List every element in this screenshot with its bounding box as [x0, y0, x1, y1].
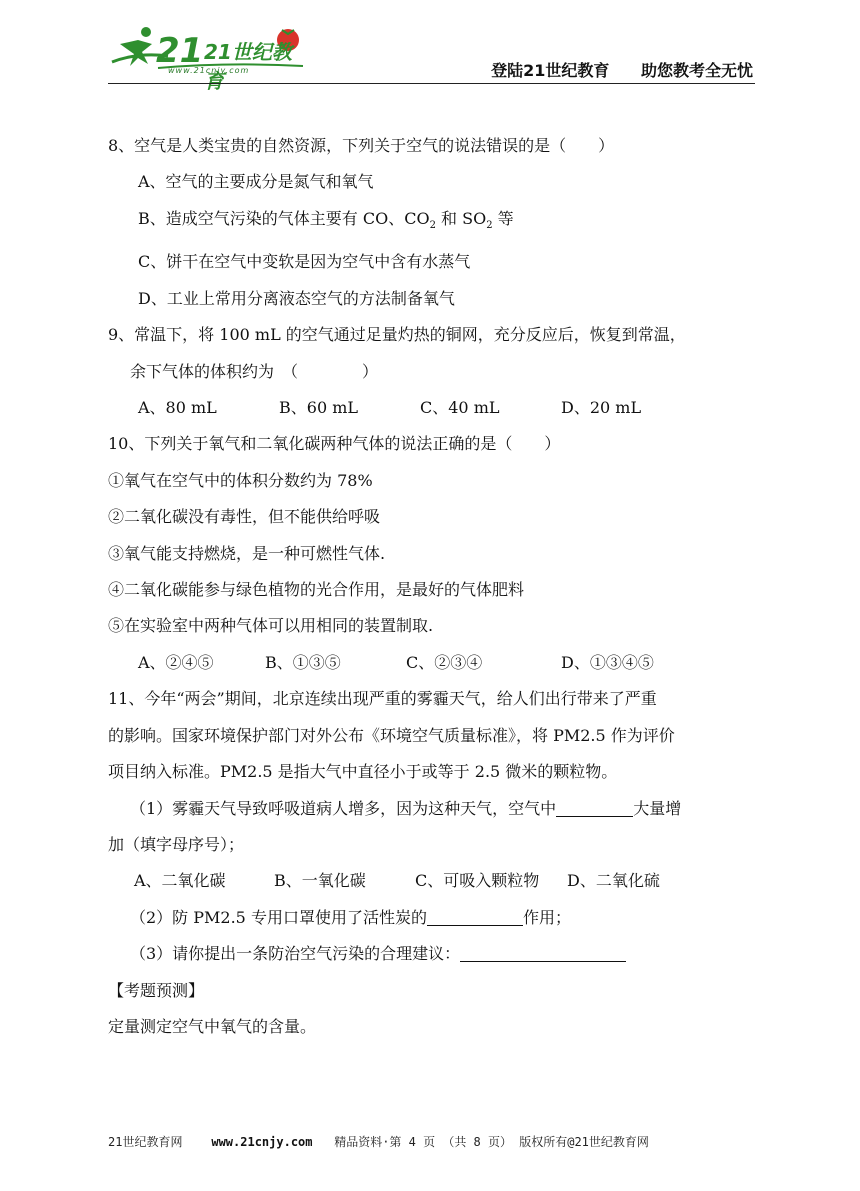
q11-sub1-cont: 加（填字母序号）；: [108, 834, 245, 854]
q9-option-b: B、60 mL: [279, 398, 359, 418]
q11-option-c: C、可吸入颗粒物: [415, 871, 540, 891]
q10-statement-1: ①氧气在空气中的体积分数约为 78%: [108, 470, 373, 490]
q10-statement-2: ②二氧化碳没有毒性，但不能供给呼吸: [108, 507, 381, 527]
q8-option-b: [108, 201, 758, 245]
q9-option-a: A、80 mL: [138, 398, 217, 418]
q10-option-b: B、①③⑤: [265, 652, 341, 672]
q8-option-d: D、工业上常用分离液态空气的方法制备氧气: [138, 288, 455, 308]
q11-para-line3: 项目纳入标准。PM2.5 是指大气中直径小于或等于 2.5 微米的颗粒物。: [108, 762, 618, 782]
site-logo[interactable]: [108, 22, 308, 93]
q11-sub3-blank[interactable]: [460, 943, 626, 962]
svg-text:21: 21: [156, 31, 204, 71]
q10-options: [108, 645, 758, 681]
q8-option-a: A、空气的主要成分是氮气和氧气: [138, 172, 374, 192]
q8-b-sub1: 2: [429, 220, 436, 231]
q11-option-d: D、二氧化硫: [567, 871, 660, 891]
q10-option-c: C、②③④: [406, 652, 483, 672]
footer-info: 精品资料·第 4 页 （共 8 页） 版权所有@21世纪教育网: [334, 1135, 649, 1149]
q11-para-line1: 11、今年“两会”期间，北京连续出现严重的雾霾天气，给人们出行带来了严重: [108, 689, 657, 709]
section-title: 【考题预测】: [108, 980, 205, 1000]
q10-stem: 10、下列关于氧气和二氧化碳两种气体的说法正确的是（ ）: [108, 434, 561, 454]
q11-sub3: [108, 936, 758, 972]
q11-sub1: [108, 791, 758, 827]
q9-option-c: C、40 mL: [420, 398, 500, 418]
q11-sub2-text: （2）防 PM2.5 专用口罩使用了活性炭的: [130, 907, 427, 927]
q9-stem-line2: 余下气体的体积约为 （ ）: [130, 361, 379, 381]
document-body: [108, 128, 758, 1045]
q10-statement-3: ③氧气能支持燃烧，是一种可燃性气体.: [108, 543, 386, 563]
q11-sub1-options: [108, 863, 758, 899]
q11-sub2: [108, 900, 758, 936]
header-divider: [108, 83, 755, 84]
q11-sub1-text: （1）雾霾天气导致呼吸道病人增多，因为这种天气，空气中: [130, 798, 557, 818]
q10-statement-5: ⑤在实验室中两种气体可以用相同的装置制取.: [108, 616, 434, 636]
section-text: 定量测定空气中氧气的含量。: [108, 1016, 317, 1036]
q11-sub2-blank[interactable]: [427, 907, 523, 926]
q8-option-c: C、饼干在空气中变软是因为空气中含有水蒸气: [138, 252, 471, 272]
page-header: [108, 22, 753, 93]
q11-sub3-text: （3）请你提出一条防治空气污染的合理建议：: [130, 944, 461, 964]
slogan-left: 登陆21世纪教育: [491, 61, 610, 80]
footer-url[interactable]: www.21cnjy.com: [211, 1135, 313, 1149]
q11-para-line2: 的影响。国家环境保护部门对外公布《环境空气质量标准》，将 PM2.5 作为评价: [108, 725, 675, 745]
q8-b-mid: 和 SO: [435, 208, 487, 228]
q8-b-prefix: B、造成空气污染的气体主要有 CO、CO: [138, 208, 430, 228]
q11-sub1-blank[interactable]: [556, 798, 633, 817]
q9-options: [108, 390, 758, 426]
header-slogan: [465, 58, 753, 81]
slogan-right: 助您教考全无忧: [640, 61, 753, 80]
q9-stem-line1: 9、常温下，将 100 mL 的空气通过足量灼热的铜网，充分反应后，恢复到常温，: [108, 325, 686, 345]
q11-option-a: A、二氧化碳: [134, 871, 226, 891]
q8-stem: 8、空气是人类宝贵的自然资源，下列关于空气的说法错误的是（ ）: [108, 136, 615, 155]
q8-b-suffix: 等: [492, 208, 514, 228]
q11-sub1-tail: 大量增: [633, 798, 682, 818]
logo-url: www.21cnjy.com: [168, 66, 250, 75]
q10-statement-4: ④二氧化碳能参与绿色植物的光合作用，是最好的气体肥料: [108, 580, 525, 600]
q9-option-d: D、20 mL: [561, 398, 642, 418]
q10-option-d: D、①③④⑤: [561, 652, 654, 672]
q11-option-b: B、一氧化碳: [274, 871, 366, 891]
q10-option-a: A、②④⑤: [138, 652, 214, 672]
q11-sub2-tail: 作用；: [522, 907, 571, 927]
page-footer: [108, 1133, 758, 1150]
footer-site: 21世纪教育网: [108, 1135, 183, 1149]
q8-b-sub2: 2: [486, 220, 493, 231]
logo-text: 21世纪教育: [204, 40, 292, 93]
